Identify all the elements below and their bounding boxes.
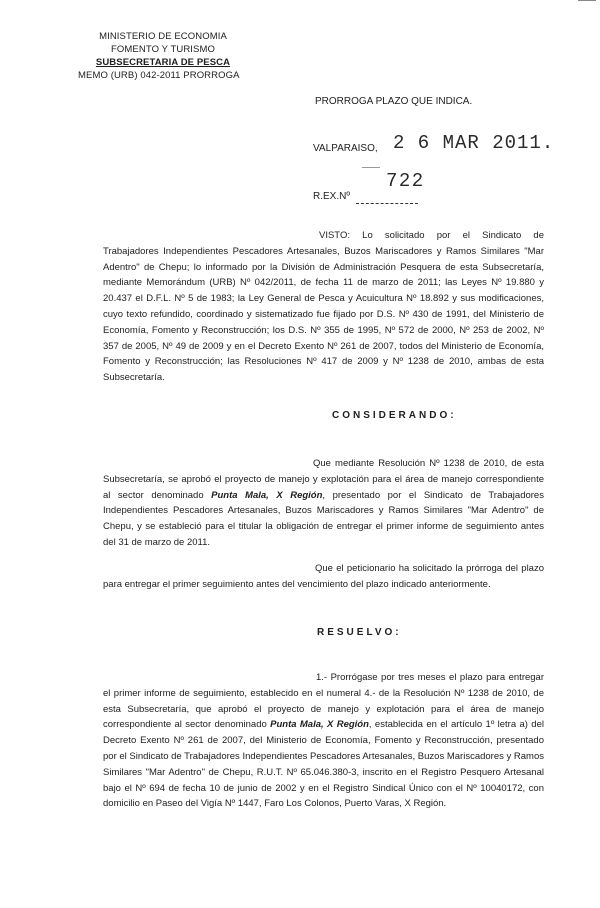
place-label: VALPARAISO, <box>313 143 378 154</box>
visto-text: Lo solicitado por el Sindicato de Trabajadores Independientes Pescadores Artesanales, Buzos Mariscadores y Ramos Similares "Mar Adentro" de Chepu; lo informado por la División de Administración Pesquera de esta Subsecretaría, mediante Memorándum (URB) Nº 042/2011, de fecha 11 de marzo de 2011; las Leyes Nº 19.880 y 20.437 el D.F.L. Nº 5 de 1983; la Ley General de Pesca y Acuicultura Nº 18.892 y sus modificaciones, cuyo texto refundido, coordinado y sistematizado fue fijado por D.S. Nº 430 de 1991, del Ministerio de Economía, Fomento y Reconstrucción; los D.S. Nº 355 de 1995, Nº 572 de 2000, Nº 253 de 2002, Nº 357 de 2005, Nº 49 de 2009 y en el Decreto Exento Nº 261 de 2007, todos del Ministerio de Economía, Fomento y Reconstrucción; las Resoluciones Nº 417 de 2009 y Nº 1238 de 2010, ambas de esta Subsecretaría. <box>103 230 544 384</box>
resuelvo-1-text-a: 1.- Prorrógase por tres meses el plazo para entregar el primer informe de seguimiento, establecido en el numeral 4.- de la Resolución Nº 1238 de 2010, de esta Subsecretaría, que aprobó el proyecto de manejo y explotación para el área de manejo correspondiente al sector denominado <box>103 672 544 731</box>
scan-edge-mark <box>578 0 596 1</box>
resuelvo-1-sector: Punta Mala, X Región <box>270 719 369 731</box>
resuelvo-paragraph-1 <box>103 670 544 812</box>
resuelvo-1-text-b: , establecida en el artículo 1º letra a) del Decreto Exento Nº 261 de 2007, del Ministerio de Economía, Fomento y Reconstrucción, presentado por el Sindicato de Trabajadores Independientes Pescadores Artesanales, Buzos Mariscadores y Ramos Similares "Mar Adentro" de Chepu, R.U.T. Nº 65.046.380-3, inscrito en el Registro Pesquero Artesanal bajo el Nº 694 de fecha 10 de junio de 2002 y en el Registro Sindical Único con el Nº 10040172, con domicilio en Paseo del Vigía Nº 1447, Faro Los Colonos, Puerto Varas, X Región. <box>103 719 544 810</box>
visto-paragraph <box>103 228 544 386</box>
resolution-label: R.EX.Nº <box>313 191 350 202</box>
resolution-number: 722 <box>386 170 425 192</box>
document-subject: PRORROGA PLAZO QUE INDICA. <box>315 96 473 107</box>
resolution-underline <box>356 203 418 204</box>
considerando-paragraph-1 <box>103 456 544 551</box>
header-line-2: FOMENTO Y TURISMO <box>111 44 215 55</box>
header-line-1: MINISTERIO DE ECONOMIA <box>99 31 227 42</box>
considerando-heading: CONSIDERANDO: <box>332 410 457 421</box>
header-line-4: MEMO (URB) 042-2011 PRORROGA <box>78 70 240 81</box>
considerando-1-sector: Punta Mala, X Región <box>211 489 323 501</box>
ministry-header <box>78 30 248 82</box>
visto-lead: VISTO: <box>319 230 350 241</box>
number-mark-line <box>362 167 380 168</box>
considerando-1-text-a: Que mediante Resolución Nº 1238 de 2010, de esta Subsecretaría, se aprobó el proyecto de manejo y explotación para el área de manejo correspondiente al sector denominado <box>103 458 544 501</box>
date-stamp: 2 6 MAR 2011. <box>393 132 555 154</box>
resuelvo-heading: RESUELVO: <box>317 627 402 638</box>
considerando-1-text-b: , presentado por el Sindicato de Trabajadores Independientes Pescadores Artesanales, Buzos Mariscadores y Ramos Similares "Mar Adentro" de Chepu, y se estableció para el titular la obligación de entregar el primer informe de seguimiento antes del 31 de marzo de 2011. <box>103 489 544 548</box>
header-line-3: SUBSECRETARIA DE PESCA <box>95 57 231 68</box>
considerando-paragraph-2: Que el peticionario ha solicitado la prórroga del plazo para entregar el primer seguimiento antes del vencimiento del plazo indicado anteriormente. <box>103 563 544 590</box>
